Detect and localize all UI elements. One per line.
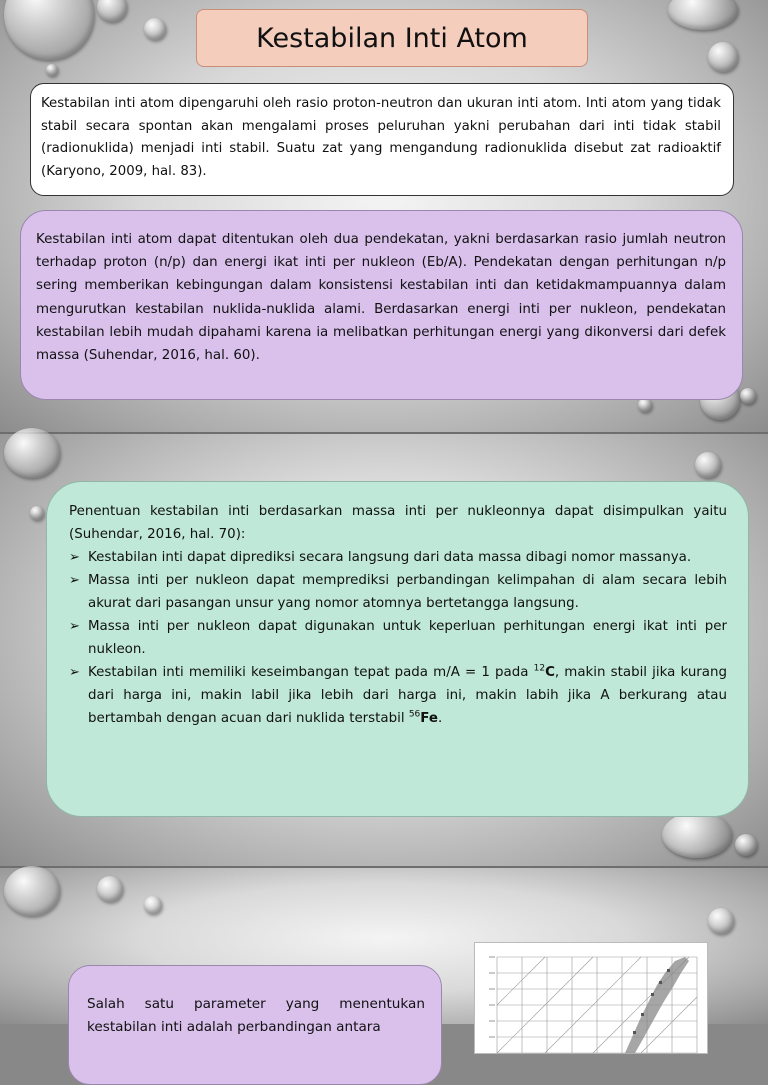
list-item: ➢ Kestabilan inti dapat diprediksi secara langsung dari data massa dibagi nomor massanya.	[69, 546, 727, 569]
parameter-paragraph: Salah satu parameter yang menentukan kestabilan inti adalah perbandingan antara	[87, 996, 425, 1035]
water-drop-decoration	[740, 388, 756, 404]
parameter-text-box	[68, 965, 442, 1085]
conclusion-text-box	[46, 481, 749, 817]
approach-paragraph: Kestabilan inti atom dapat ditentukan oleh dua pendekatan, yakni berdasarkan rasio jumlah neutron terhadap proton (n/p) dan energi ikat inti per nukleon (Eb/A). Pendekatan dengan perhitungan n/p sering memberikan kebingungan dalam konsistensi kestabilan inti dan ketidakmampuannya dalam mengurutkan kestabilan nuklida-nuklida alami. Berdasarkan energi inti per nukleon, pendekatan kestabilan lebih mudah dipahami karena ia melibatkan perhitungan energi yang dikonversi dari defek massa (Suhendar, 2016, hal. 60).	[36, 232, 726, 364]
water-drop-decoration	[4, 0, 94, 60]
water-drop-decoration	[97, 0, 127, 22]
list-item: ➢ Massa inti per nukleon dapat digunakan untuk keperluan perhitungan energi ikat inti per nukleon.	[69, 615, 727, 661]
arrow-bullet-icon: ➢	[69, 665, 80, 680]
water-drop-decoration	[4, 866, 60, 916]
water-drop-decoration	[708, 908, 734, 934]
arrow-bullet-icon: ➢	[69, 619, 80, 634]
water-drop-decoration	[144, 896, 162, 914]
water-drop-decoration	[30, 506, 44, 520]
slide-3	[0, 868, 768, 1035]
water-drop-decoration	[638, 398, 652, 412]
arrow-bullet-icon: ➢	[69, 550, 80, 565]
list-item: ➢ Kestabilan inti memiliki keseimbangan tepat pada m/A = 1 pada $^{12}$C, makin stabil jika kurang dari harga ini, makin labil jika lebih dari harga ini, makin labih jika A berkurang atau bertambah dengan acuan dari nuklida terstabil $^{56}$Fe.	[69, 661, 727, 730]
conclusion-list	[69, 546, 727, 730]
water-drop-decoration	[735, 834, 757, 856]
water-drop-decoration	[668, 0, 738, 30]
water-drop-decoration	[695, 452, 721, 478]
slide-title-box	[196, 9, 588, 67]
nuclide-stability-graph	[474, 942, 708, 1054]
approach-text-box	[20, 210, 743, 400]
water-drop-decoration	[662, 812, 732, 858]
arrow-bullet-icon: ➢	[69, 573, 80, 588]
water-drop-decoration	[4, 428, 60, 478]
water-drop-decoration	[97, 876, 123, 902]
water-drop-decoration	[708, 42, 738, 72]
intro-paragraph: Kestabilan inti atom dipengaruhi oleh rasio proton-neutron dan ukuran inti atom. Inti atom yang tidak stabil secara spontan akan mengalami proses peluruhan yakni perubahan dari inti tidak stabil (radionuklida) menjadi inti stabil. Suatu zat yang mengandung radionuklida disebut zat radioaktif (Karyono, 2009, hal. 83).	[41, 96, 721, 179]
conclusion-intro: Penentuan kestabilan inti berdasarkan massa inti per nukleonnya dapat disimpulkan yaitu (Suhendar, 2016, hal. 70):	[69, 504, 727, 542]
intro-text-box	[30, 83, 734, 196]
slide-2	[0, 434, 768, 866]
slide-1	[0, 0, 768, 432]
list-item: ➢ Massa inti per nukleon dapat memprediksi perbandingan kelimpahan di alam secara lebih akurat dari pasangan unsur yang nomor atomnya bertetangga langsung.	[69, 569, 727, 615]
water-drop-decoration	[144, 18, 166, 40]
slide-title: Kestabilan Inti Atom	[256, 22, 528, 54]
water-drop-decoration	[46, 64, 58, 76]
